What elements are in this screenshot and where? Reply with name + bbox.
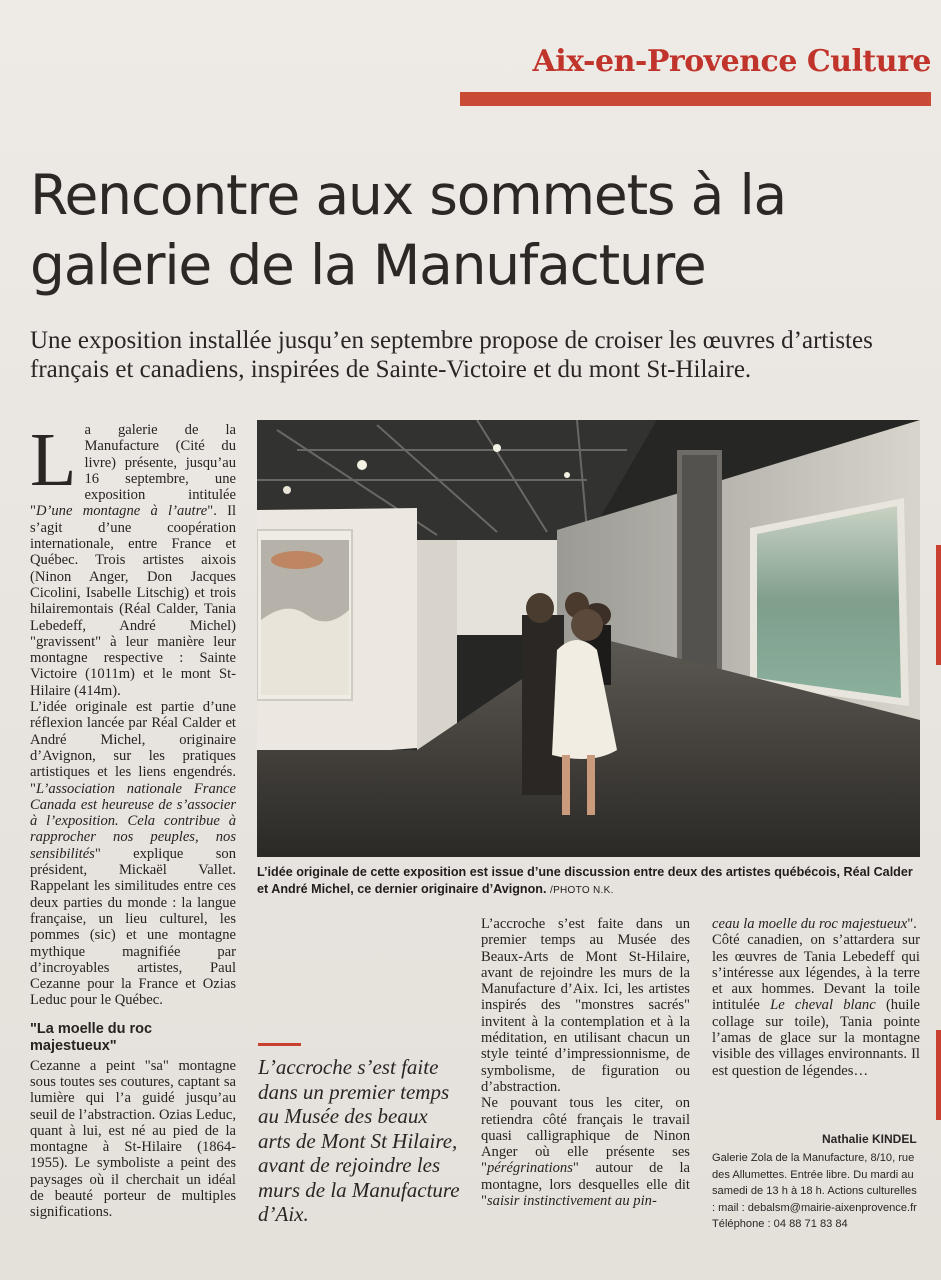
pull-quote: L’accroche s’est faite dans un premier temps au Musée des beaux arts de Mont St Hilaire, avant de rejoindre les murs de la Manufacture d’Aix. — [258, 1055, 460, 1226]
section-title: Aix-en-Provence Culture — [532, 44, 931, 79]
info-venue: Galerie Zola de la Manufacture, 8/10, rue des Allumettes. Entrée libre. Du mardi au samedi de 13 h à 18 h. Actions culturelles : mail : debalsm@mairie-aixenprovence.fr — [712, 1152, 917, 1214]
article-paragraph: L’idée originale est partie d’une réflexion lancée par Réal Calder et André Michel, originaire d’Avignon, sur les pratiques artistiques et les liens engendrés. "L’association nationale France Canada est heureuse de s’associer à l’exposition. Cela contribue à rapprocher nos peuples, nos sensibilités" explique son président, Mickaël Vallet. Rappelant les similitudes entre ces deux parties du monde : la langue française, un lieu culturel, les pommes (sic) et une montagne mythique magnifiée par d’incroyables artistes, Paul Cezanne pour la France et Ozias Leduc pour le Québec. — [30, 699, 236, 1009]
quote: L’association nationale France Canada est heureuse de s’associer à l’exposition. Cela contribue à rapprocher nos peuples, nos sensibilités — [30, 780, 236, 862]
subhead: "La moelle du roc majestueux" — [30, 1020, 153, 1054]
article-paragraph: La galerie de la Manufacture (Cité du livre) présente, jusqu’au 16 septembre, une exposition intitulée "D’une montagne à l’autre". Il s’agit d’une coopération internationale, entre France et Québec. Trois artistes aixois (Ninon Anger, Don Jacques Cicolini, Isabelle Litschig) et trois hilairemontais (Réal Calder, Tania Lebedeff, André Michel) "gravissent" à leur manière leur montagne respective : Sainte Victoire (1011m) et le mont St-Hilaire (414m). — [30, 418, 237, 699]
gallery-photo — [257, 420, 920, 857]
practical-info — [712, 1150, 920, 1233]
article-column-3 — [481, 916, 690, 1209]
pull-quote-rule — [258, 1043, 301, 1046]
article-column-4 — [712, 916, 920, 1079]
article-paragraph: ceau la moelle du roc majestueux". — [712, 916, 917, 932]
photo-caption — [257, 864, 920, 899]
photo-credit: /PHOTO N.K. — [549, 885, 614, 896]
info-phone: Téléphone : 04 88 71 83 84 — [712, 1218, 848, 1231]
caption-text: L’idée originale de cette exposition est issue d’une discussion entre deux des artistes québécois, Réal Calder et André Michel, ce dernier originaire d’Avignon. — [257, 865, 913, 896]
section-rule — [460, 92, 931, 106]
page-edge-mark — [936, 545, 941, 665]
exhibition-title: D’une montagne à l’autre — [35, 503, 208, 520]
page-edge-mark — [936, 1030, 941, 1120]
article-paragraph: Côté canadien, on s’attardera sur les œuvres de Tania Lebedeff qui s’intéresse aux légendes, à la terre et aux hommes. Devant la toile intitulée Le cheval blanc (huile collage sur toile), Tania pointe l’amas de glace sur la montagne visible des villages environnants. Il est question de légendes… — [712, 932, 920, 1079]
article-column-1 — [30, 418, 237, 1221]
article-paragraph: L’accroche s’est faite dans un premier temps au Musée des Beaux-Arts de Mont St-Hilaire, avant de rejoindre les murs de la Manufacture d’Aix. Ici, les artistes inspirés des "monstres sacrés" invitent à la contemplation et à la méditation, en utilisant chacun un style teinté d’impressionnisme, de symbolisme, de figuration ou d’abstraction. — [481, 916, 690, 1095]
gallery-photo-illustration — [257, 420, 920, 857]
headline: Rencontre aux sommets à la galerie de la Manufacture — [30, 163, 787, 297]
standfirst: Une exposition installée jusqu’en septembre propose de croiser les œuvres d’artistes français et canadiens, inspirées de Sainte-Victoire et du mont St-Hilaire. — [30, 327, 873, 383]
author-signature: Nathalie KINDEL — [822, 1132, 917, 1146]
article-paragraph: Cezanne a peint "sa" montagne sous toutes ses coutures, captant sa lumière qui l’a guidé jusqu’au seuil de l’abstraction. Ozias Leduc, quant à lui, est né au pied de la montagne à St-Hilaire (1864-1955). Le symboliste a peint des paysages où il cherchait un idéal de beauté porteur de multiples significations. — [30, 1057, 236, 1221]
drop-cap: L — [30, 418, 77, 502]
article-paragraph: Ne pouvant tous les citer, on retiendra côté français le travail quasi calligraphique de Ninon Anger où elle présente ses "pérégrinations" autour de la montagne, lors desquelles elle dit "saisir instinctivement au pin- — [481, 1095, 690, 1210]
